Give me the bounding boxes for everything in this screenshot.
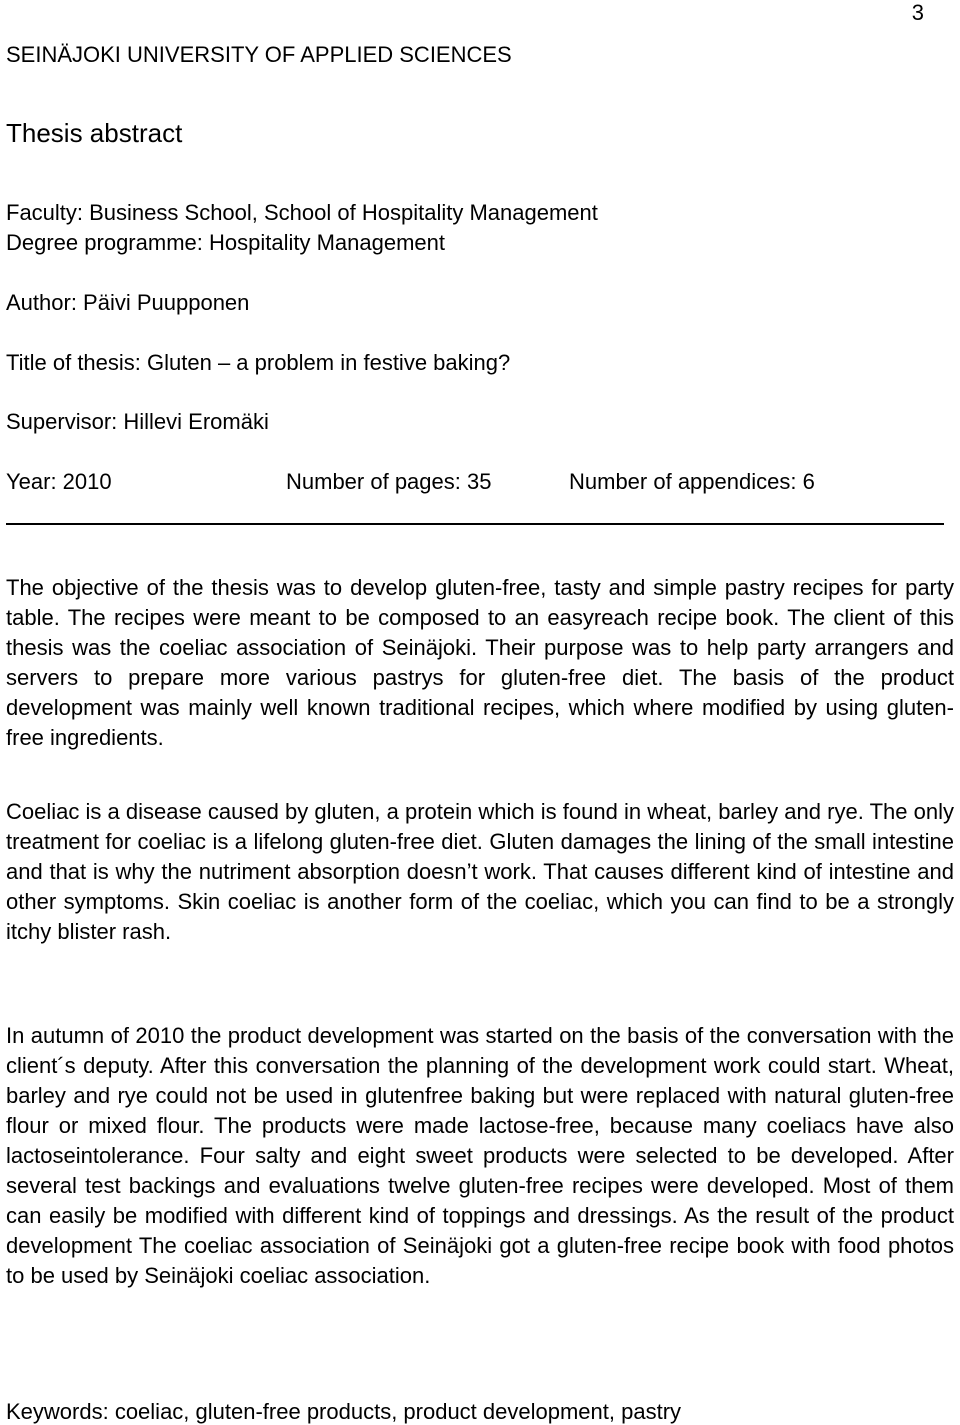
divider-rule: [6, 523, 944, 525]
pages-value: Number of pages: 35: [286, 469, 492, 494]
appendices-value: Number of appendices: 6: [569, 469, 815, 494]
abstract-paragraph-objective: The objective of the thesis was to develop gluten-free, tasty and simple pastry recipes for party table. The recipes were meant to be composed to an easyreach recipe book. The client of this thesis was the coeliac association of Seinäjoki. Their purpose was to help party arrangers and servers to prepare more various pastrys for gluten-free diet. The basis of the product development was mainly well known traditional recipes, which where modified by using gluten-free ingredients.: [6, 575, 954, 750]
abstract-paragraph-coeliac: Coeliac is a disease caused by gluten, a protein which is found in wheat, barley and rye. The only treatment for coeliac is a lifelong gluten-free diet. Gluten damages the lining of the small intestine and that is why the nutriment absorption doesn’t work. That causes different kind of intestine and other symptoms. Skin coeliac is another form of the coeliac, which you can find to be a strongly itchy blister rash.: [6, 799, 954, 944]
thesis-title-line: Title of thesis: Gluten – a problem in festive baking?: [6, 350, 511, 375]
author-line: Author: Päivi Puupponen: [6, 290, 250, 315]
keywords-line: Keywords: coeliac, gluten-free products, product development, pastry: [6, 1399, 682, 1424]
institution-name: SEINÄJOKI UNIVERSITY OF APPLIED SCIENCES: [6, 42, 512, 67]
supervisor-line: Supervisor: Hillevi Eromäki: [6, 409, 269, 434]
year-value: Year: 2010: [6, 469, 112, 494]
page-title: Thesis abstract: [6, 118, 183, 148]
faculty-line: Faculty: Business School, School of Hospitality Management: [6, 200, 598, 225]
abstract-paragraph-development: In autumn of 2010 the product development was started on the basis of the conversation with the client´s deputy. After this conversation the planning of the development work could start. Wheat, barley and rye could not be used in glutenfree baking but were replaced with natural gluten-free flour or mixed flour. The products were made lactose-free, because many coeliacs have also lactoseintolerance. Four salty and eight sweet products were selected to be developed. After several test backings and evaluations twelve gluten-free recipes were developed. Most of them can easily be modified with different kind of toppings and dressings. As the result of the product development The coeliac association of Seinäjoki got a gluten-free recipe book with food photos to be used by Seinäjoki coeliac association.: [6, 1023, 954, 1288]
degree-programme-line: Degree programme: Hospitality Management: [6, 230, 445, 255]
page-number: 3: [911, 0, 924, 25]
